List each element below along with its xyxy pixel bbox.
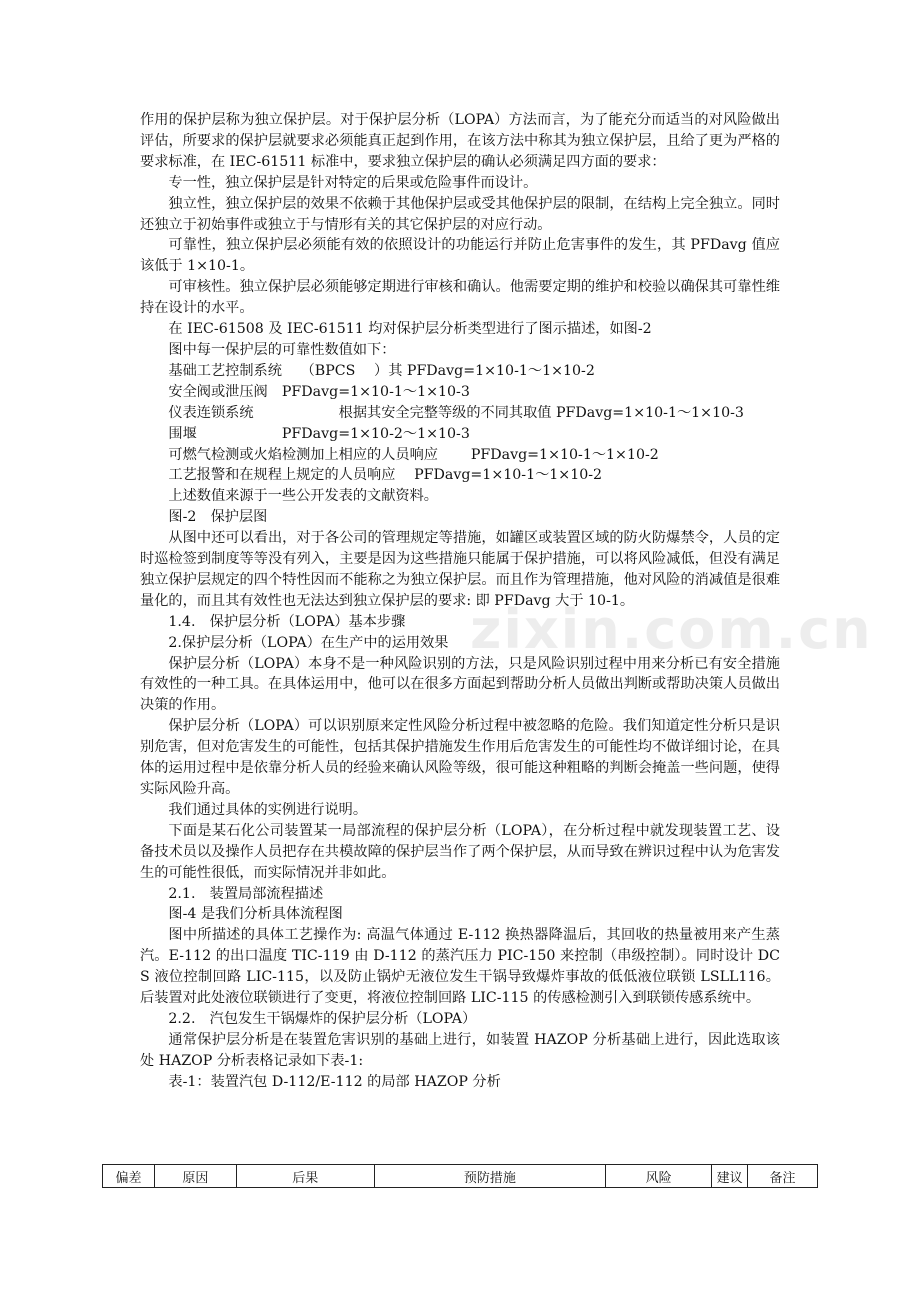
watermark: zixin.com.cn [470, 598, 873, 661]
paragraph: 作用的保护层称为独立保护层。对于保护层分析（LOPA）方法而言，为了能充分而适当的对风险做出评估，所要求的保护层就要求必须能真正起到作用，在该方法中称其为独立保护层，且给了更为严格的要求标准，在 IEC-61511 标准中，要求独立保护层的确认必须满足四方面的要求： [140, 112, 780, 170]
paragraph: 专一性，独立保护层是针对特定的后果或危险事件而设计。 [168, 174, 538, 191]
paragraph: 1.4. 保护层分析（LOPA）基本步骤 [168, 613, 406, 630]
header-cell: 备注 [748, 1165, 818, 1188]
pfd-row [140, 361, 780, 382]
paragraph: 下面是某石化公司装置某一局部流程的保护层分析（LOPA），在分析过程中就发现装置工艺、设备技术员以及操作人员把存在共模故障的保护层当作了两个保护层，从而导致在辨识过程中认为危害发生的可能性很低，而实际情况并非如此。 [140, 822, 780, 881]
pfd-label: 基础工艺控制系统 （BPCS ）其 [168, 362, 407, 379]
paragraph: 图中每一保护层的可靠性数值如下： [168, 341, 396, 358]
paragraph: 可靠性，独立保护层必须能有效的依照设计的功能运行并防止危害事件的发生，其 PFDavg 值应该低于 1×10-1。 [140, 237, 780, 275]
paragraph: 在 IEC-61508 及 IEC-61511 均对保护层分析类型进行了图示描述，如图-2 [168, 321, 652, 338]
pfd-row [140, 465, 780, 486]
pfd-value: PFDavg=1×10-1～1×10-3 [555, 404, 744, 421]
header-cell: 建议 [712, 1165, 748, 1188]
hazop-table [102, 1164, 818, 1188]
paragraph: 图中所描述的具体工艺操作为: 高温气体通过 E-112 换热器降温后，其回收的热量被用来产生蒸汽。E-112 的出口温度 TIC-119 由 D-112 的蒸汽压力 PIC-150 来控制（串级控制）。同时设计 DCS 液位控制回路 LIC-115，以及防止锅炉无液位发生干锅导致爆炸事故的低低液位联锁 LSLL116。后装置对此处液位联锁进行了变更，将液位控制回路 LIC-115 的传感检测引入到联锁传感系统中。 [140, 927, 780, 1007]
paragraph: 2.2. 汽包发生干锅爆炸的保护层分析（LOPA） [168, 1010, 477, 1027]
paragraph-group-2 [140, 486, 780, 1092]
pfd-label: 可燃气检测或火焰检测加上相应的人员响应 [168, 446, 471, 463]
pfd-value: 1×10-2～1×10-3 [350, 425, 470, 442]
pfd-value: 1×10-1～1×10-3 [350, 383, 470, 400]
paragraph: 图-2 保护层图 [168, 509, 268, 526]
paragraph: 2.保护层分析（LOPA）在生产中的运用效果 [168, 634, 449, 651]
header-cell: 风险 [606, 1165, 712, 1188]
table-header-row [103, 1165, 818, 1188]
paragraph: 图-4 是我们分析具体流程图 [168, 906, 343, 923]
header-cell: 后果 [236, 1165, 374, 1188]
pfd-row [140, 403, 780, 424]
paragraph-group-1 [140, 110, 780, 361]
paragraph: 上述数值来源于一些公开发表的文献资料。 [168, 488, 438, 505]
paragraph: 通常保护层分析是在装置危害识别的基础上进行，如装置 HAZOP 分析基础上进行，因此选取该处 HAZOP 分析表格记录如下表-1: [140, 1031, 780, 1069]
paragraph: 表-1：装置汽包 D-112/E-112 的局部 HAZOP 分析 [168, 1073, 501, 1090]
paragraph: 从图中还可以看出，对于各公司的管理规定等措施，如罐区或装置区域的防火防爆禁令，人员的定时巡检签到制度等等没有列入，主要是因为这些措施只能属于保护措施，可以将风险减低，但没有满足独立保护层规定的四个特性因而不能称之为独立保护层。而且作为管理措施，他对风险的消减值是很难量化的，而且其有效性也无法达到独立保护层的要求: 即 PFDavg 大于 10-1。 [140, 530, 780, 609]
header-cell: 预防措施 [374, 1165, 606, 1188]
paragraph: 独立性，独立保护层的效果不依赖于其他保护层或受其他保护层的限制，在结构上完全独立。同时还独立于初始事件或独立于与情形有关的其它保护层的对应行动。 [140, 195, 780, 233]
pfd-value: PFDavg=1×10-1～1×10-2 [406, 362, 595, 379]
header-cell: 原因 [154, 1165, 236, 1188]
pfd-row [140, 445, 780, 466]
paragraph: 我们通过具体的实例进行说明。 [168, 801, 368, 818]
pfd-label: 围堰 PFDavg= [168, 425, 351, 442]
paragraph: 保护层分析（LOPA）本身不是一种风险识别的方法，只是风险识别过程中用来分析已有安全措施有效性的一种工具。在具体运用中，他可以在很多方面起到帮助分析人员做出判断或帮助决策人员做出决策的作用。 [140, 655, 780, 714]
pfd-label: 安全阀或泄压阀 PFDavg= [168, 383, 351, 400]
paragraph: 2.1. 装置局部流程描述 [168, 885, 324, 902]
paragraph: 可审核性。独立保护层必须能够定期进行审核和确认。他需要定期的维护和校验以确保其可靠性维持在设计的水平。 [140, 279, 780, 317]
paragraph: 保护层分析（LOPA）可以识别原来定性风险分析过程中被忽略的危险。我们知道定性分析只是识别危害，但对危害发生的可能性，包括其保护措施发生作用后危害发生的可能性均不做详细讨论，在具体的运用过程中是依靠分析人员的经验来确认风险等级，很可能这种粗略的判断会掩盖一些问题，使得实际风险升高。 [140, 718, 780, 797]
pfd-label: 工艺报警和在规程上规定的人员响应 [168, 467, 415, 484]
pfd-value: PFDavg=1×10-1～1×10-2 [414, 467, 603, 484]
pfd-label: 仪表连锁系统 根据其安全完整等级的不同其取值 [168, 404, 556, 421]
hazop-table-wrapper [102, 1164, 818, 1188]
pfd-row [140, 424, 780, 445]
pfd-value-list [140, 361, 780, 486]
pfd-row [140, 382, 780, 403]
pfd-value: PFDavg=1×10-1～1×10-2 [470, 446, 659, 463]
header-cell: 偏差 [103, 1165, 155, 1188]
